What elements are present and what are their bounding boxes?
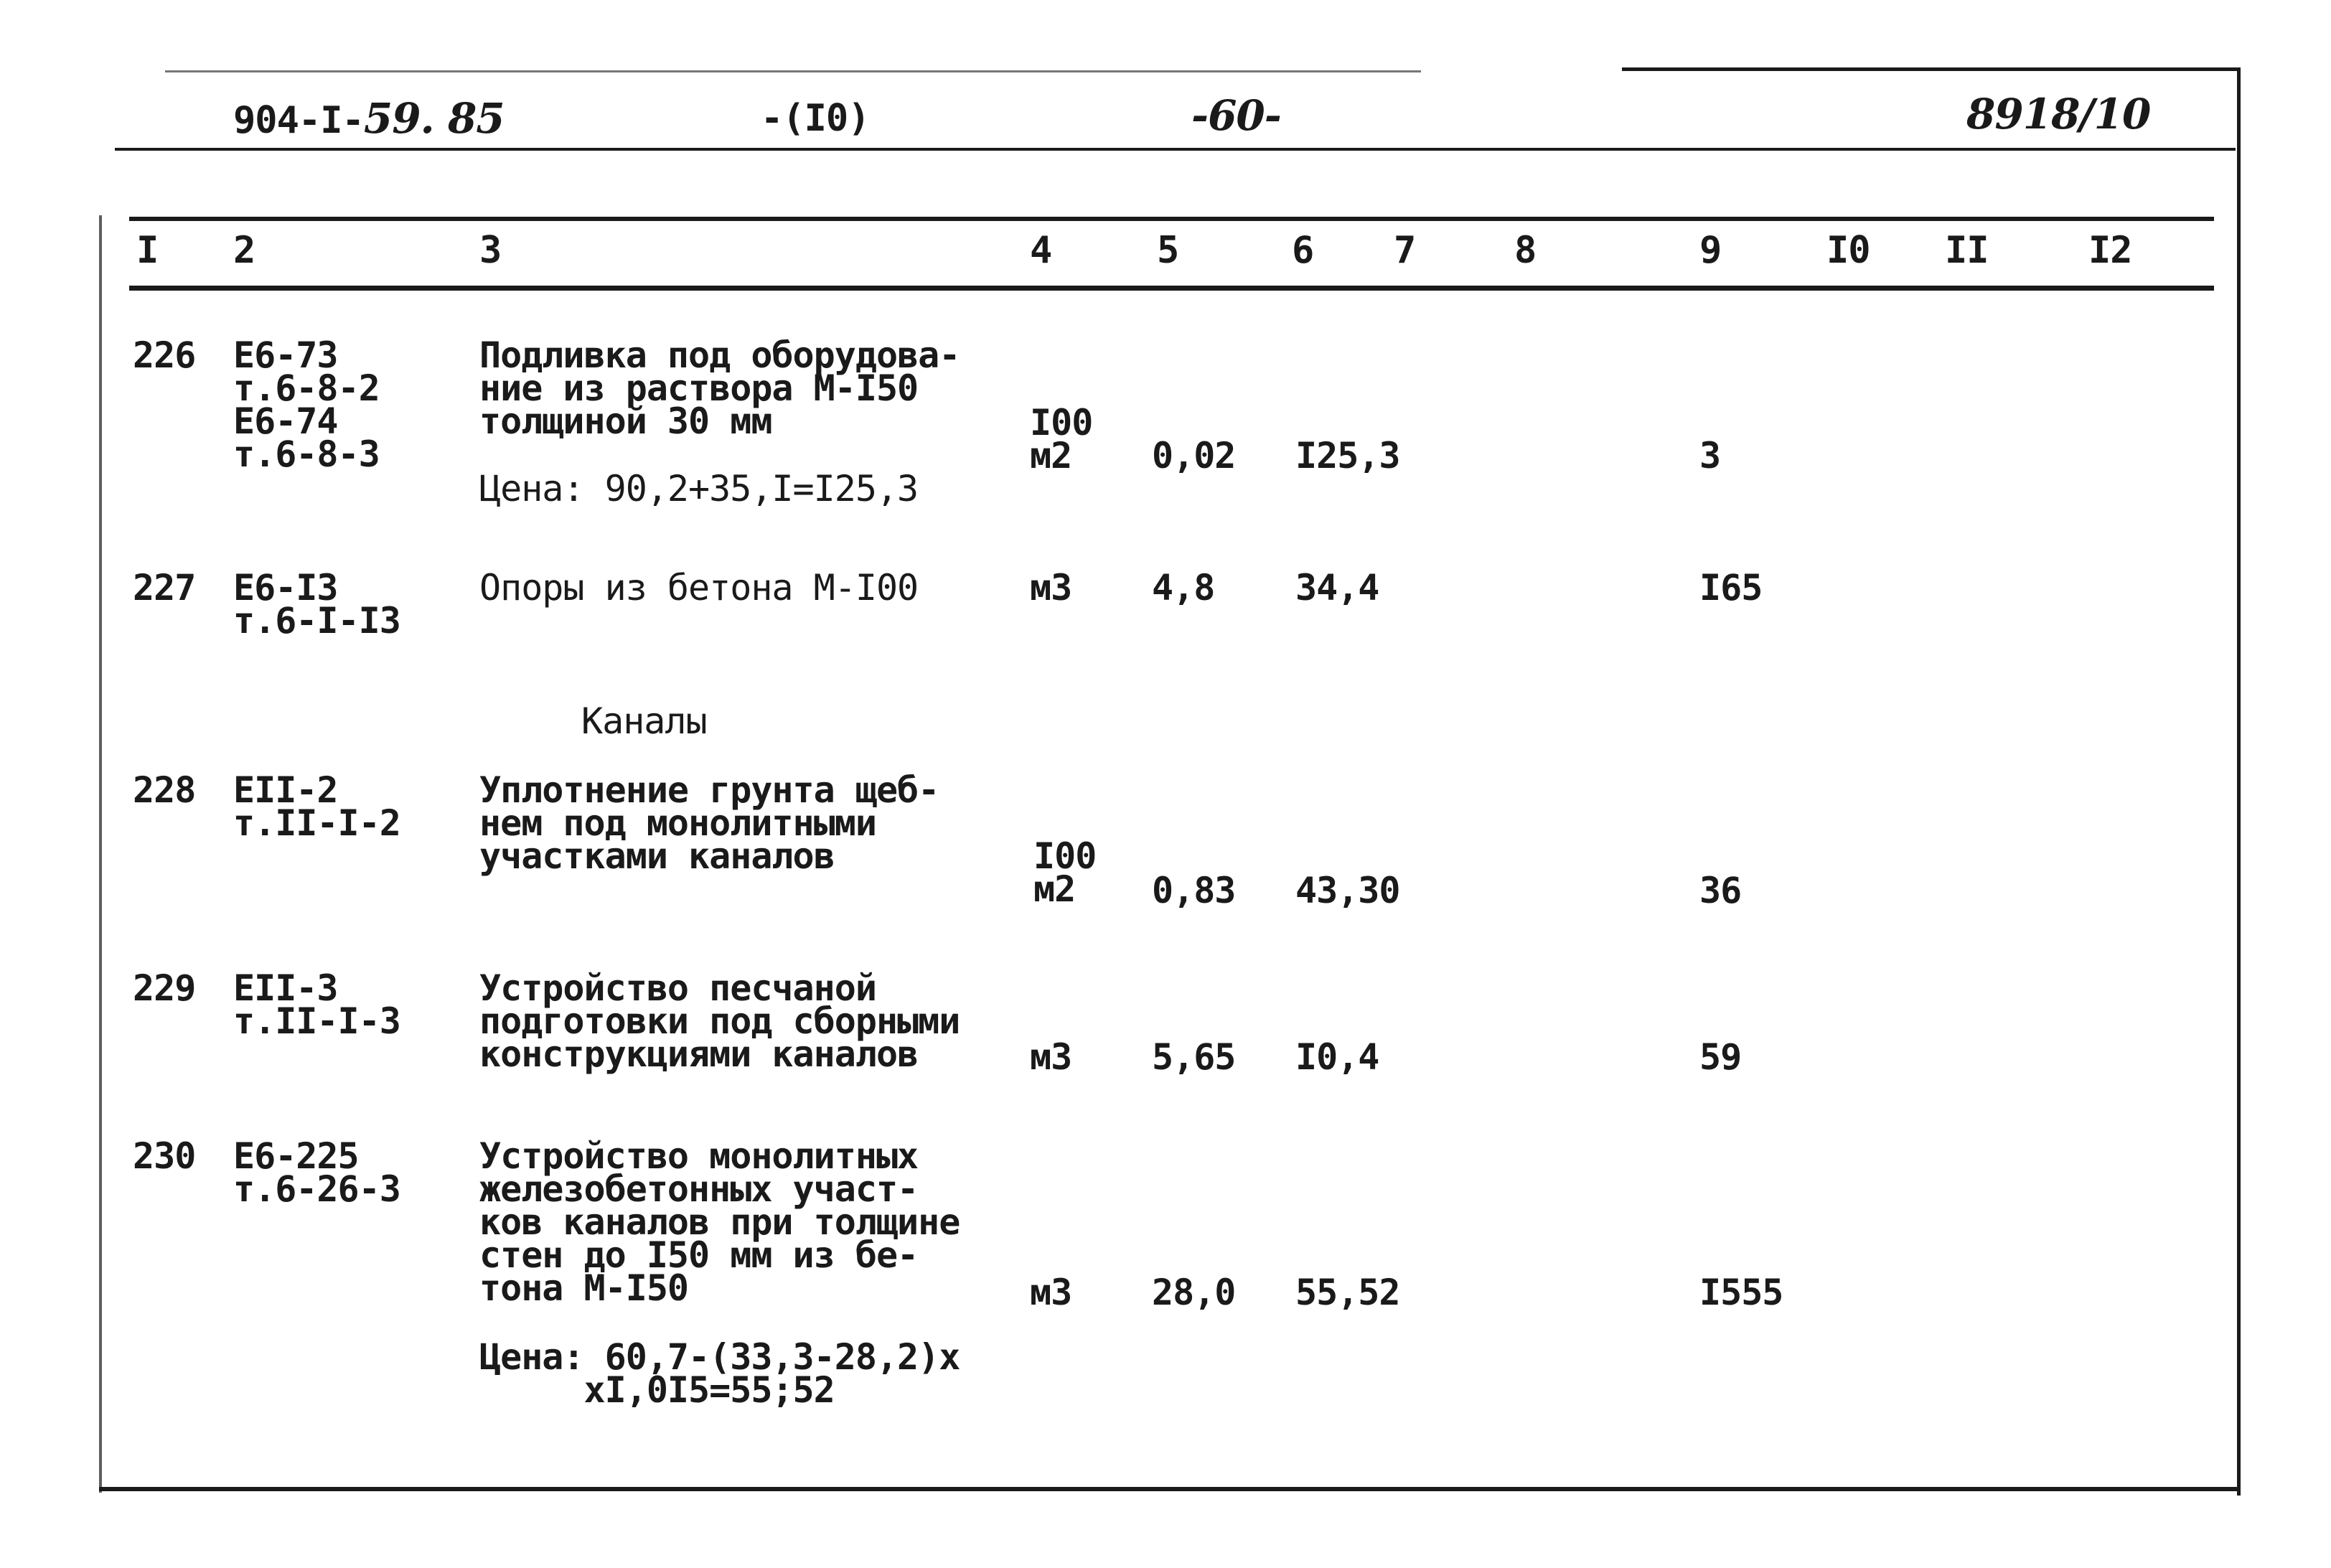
row-226-unit [1030,402,1093,476]
row-230-description-line: железобетонных участ- [479,1168,919,1210]
column-header-7: 7 [1394,229,1416,272]
row-227-total: I65 [1699,567,1763,609]
table-top-rule [129,217,2214,221]
column-header-11: II [1945,229,1989,272]
row-228-description-line: нем под монолитными [479,802,876,844]
row-230-description-line: стен до I50 мм из бе- [479,1234,919,1276]
column-header-8: 8 [1514,229,1537,272]
row-230-code [233,1135,400,1210]
row-228-total: 36 [1699,870,1742,911]
row-226-total: 3 [1699,435,1721,476]
row-226-unit-line: м2 [1030,435,1072,476]
row-228-code [233,769,400,844]
row-228-unit-price: 43,30 [1295,870,1400,911]
row-229-unit-price: I0,4 [1295,1036,1379,1078]
row-226-code-line: т.6-8-3 [233,433,380,475]
row-230-quantity: 28,0 [1152,1272,1236,1313]
row-226-number: 226 [133,334,196,376]
row-230-description [479,1135,960,1309]
row-226-code-line: т.6-8-2 [233,367,380,409]
row-229-description [479,967,960,1075]
column-header-12: I2 [2088,229,2132,272]
row-230-code-line: Е6-225 [233,1135,359,1177]
row-230-code-line: т.6-26-3 [233,1168,400,1210]
row-229-number: 229 [133,967,196,1009]
column-header-10: I0 [1826,229,1870,272]
row-227-unit-price: 34,4 [1295,567,1379,609]
table-header-rule [129,286,2214,291]
top-edge-line [165,70,1421,72]
column-header-3: 3 [479,229,502,272]
header-underline [115,148,2236,151]
row-228-description [479,769,939,877]
row-228-unit [1033,835,1097,910]
column-header-6: 6 [1292,229,1314,272]
document-code-handwritten: 59. 85 [363,94,505,143]
row-228-quantity: 0,83 [1152,870,1236,911]
row-230-description-line: тона М-I50 [479,1267,689,1309]
document-code [233,94,505,143]
row-226-description-line: толщиной 30 мм [479,400,772,442]
row-228-code-line: т.II-I-2 [233,802,400,844]
row-227-unit: м3 [1030,567,1072,609]
row-230-description-line: ков каналов при толщине [479,1201,960,1243]
row-229-code [233,967,400,1042]
column-header-1: I [136,229,159,272]
page-number: -60- [1191,91,1281,140]
row-230-number: 230 [133,1135,196,1177]
row-229-description-line: конструкциями каналов [479,1033,919,1075]
reference-number: 8918/10 [1966,90,2151,139]
row-226-unit-price: I25,3 [1295,435,1400,476]
right-border [2237,67,2241,1496]
row-226-quantity: 0,02 [1152,435,1236,476]
row-229-total: 59 [1699,1036,1742,1078]
row-228-number: 228 [133,769,196,811]
row-230-total: I555 [1699,1272,1783,1313]
row-226-code-line: Е6-74 [233,400,338,442]
row-228-unit-line: м2 [1033,868,1076,910]
row-230-price-note-line: хI,0I5=55;52 [479,1369,835,1411]
bottom-border [99,1487,2241,1491]
row-227-code-line: т.6-I-I3 [233,600,400,642]
column-header-2: 2 [233,229,255,272]
row-226-code [233,334,380,475]
row-229-quantity: 5,65 [1152,1036,1236,1078]
row-226-price-note: Цена: 90,2+35,I=I25,3 [479,468,919,510]
row-229-code-line: ЕII-3 [233,967,338,1009]
row-230-description-line: Устройство монолитных [479,1135,919,1177]
row-230-unit-price: 55,52 [1295,1272,1400,1313]
section-number: -(I0) [761,97,870,140]
row-227-code [233,567,400,642]
column-header-9: 9 [1699,229,1722,272]
row-226-unit-line: I00 [1030,402,1093,443]
row-227-number: 227 [133,567,196,609]
row-230-price-note-line: Цена: 60,7-(33,3-28,2)х [479,1336,960,1378]
row-227-quantity: 4,8 [1152,567,1215,609]
section-title-channels: Каналы [581,700,707,742]
row-229-unit: м3 [1030,1036,1072,1078]
row-228-unit-line: I00 [1033,835,1097,877]
row-226-description-line: Подливка под оборудова- [479,334,960,376]
column-header-5: 5 [1157,229,1179,272]
row-226-description-line: ние из раствора М-I50 [479,367,919,409]
row-230-price-note [479,1336,960,1411]
document-code-prefix: 904-I- [233,99,364,142]
row-230-unit: м3 [1030,1272,1072,1313]
row-227-description-line: Опоры из бетона М-I00 [479,567,919,609]
row-226-code-line: Е6-73 [233,334,338,376]
row-229-code-line: т.II-I-3 [233,1000,400,1042]
row-228-code-line: ЕII-2 [233,769,338,811]
row-227-code-line: Е6-I3 [233,567,338,609]
row-229-description-line: подготовки под сборными [479,1000,960,1042]
row-228-description-line: участками каналов [479,835,835,877]
left-border [99,215,102,1493]
row-228-description-line: Уплотнение грунта щеб- [479,769,939,811]
column-header-4: 4 [1030,229,1052,272]
row-229-description-line: Устройство песчаной [479,967,876,1009]
top-edge-line-right [1622,67,2239,71]
row-226-description [479,334,960,442]
row-227-description [479,567,919,609]
